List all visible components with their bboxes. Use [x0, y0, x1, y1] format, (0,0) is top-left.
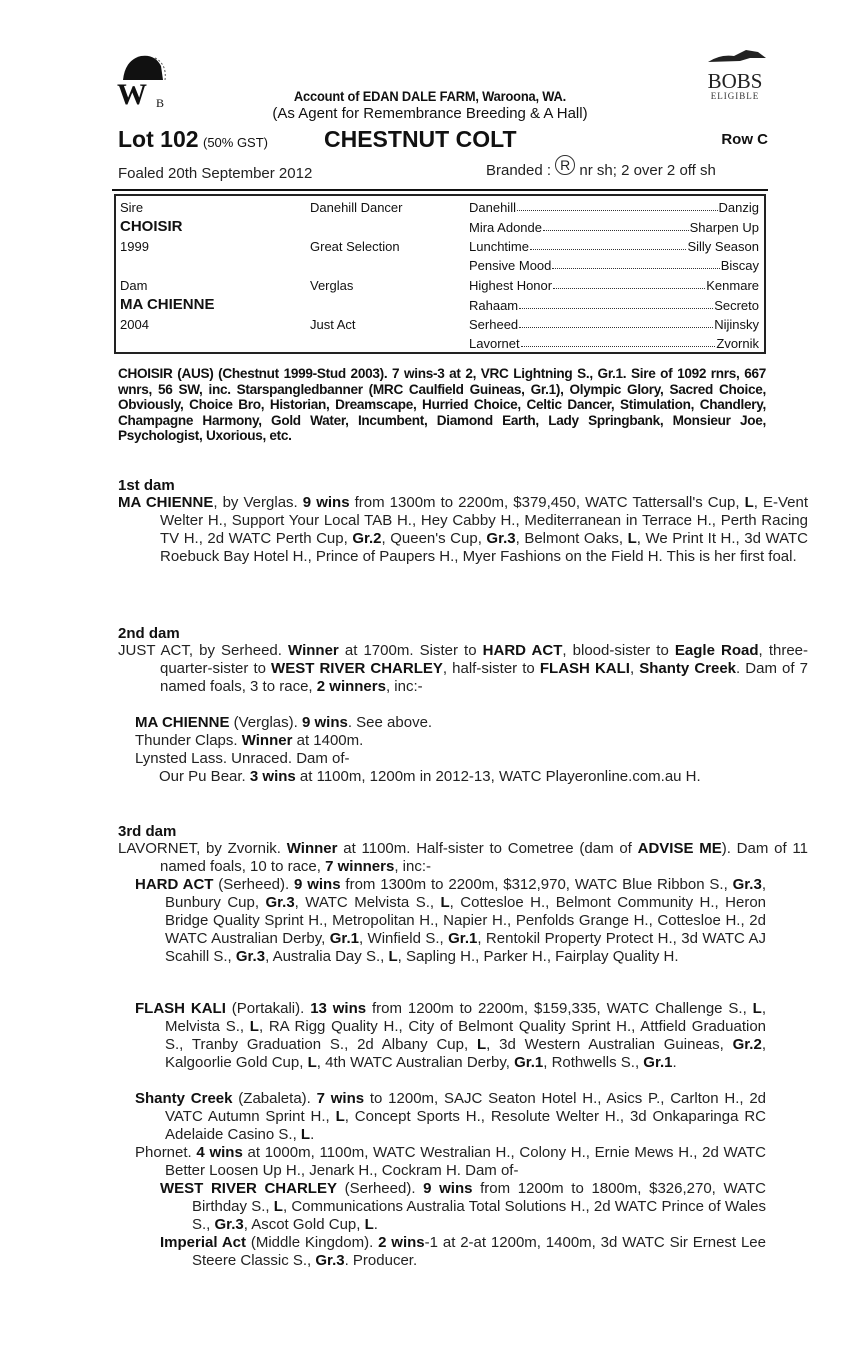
progeny-imperial-act: Imperial Act (Middle Kingdom). 2 wins-1 at 2-at 1200m, 1400m, 3d WATC Sir Ernest Lee Steere Classic S., Gr.3. Producer. — [160, 1234, 766, 1269]
foaled-date: Foaled 20th September 2012 — [118, 165, 313, 182]
great-grandsire: Silly Season — [687, 239, 759, 254]
grandparent-row — [469, 298, 759, 313]
horse-jumping-icon — [700, 46, 770, 66]
great-grandsire: Secreto — [714, 298, 759, 313]
vendor-account: Account of EDAN DALE FARM, Waroona, WA. — [293, 88, 567, 104]
grandparent: Lavornet — [469, 336, 520, 351]
progeny-shanty-creek: Shanty Creek (Zabaleta). 7 wins to 1200m, SAJC Seaton Hotel H., Asics P., Carlton H., 2d VATC Autumn Sprint H., L, Concept Sports H., Resolute Welter H., 3d Onkaparinga RC Adelaide Casino S., L. — [135, 1090, 766, 1143]
progeny-item: MA CHIENNE (Verglas). 9 wins. See above. — [135, 714, 433, 731]
bobs-logo-title: BOBS — [707, 69, 763, 93]
grandparent: Rahaam — [469, 298, 519, 313]
dam-name: MA CHIENNE — [120, 296, 215, 313]
first-dam-heading: 1st dam — [118, 477, 175, 494]
great-grandsire: Danzig — [718, 200, 759, 215]
grandparent-row — [469, 258, 759, 273]
registered-brand-icon: R — [555, 155, 575, 175]
svg-text:W: W — [117, 78, 147, 110]
lot-description: CHESTNUT COLT — [324, 126, 517, 152]
progeny-item: Thunder Claps. Winner at 1400m. — [135, 732, 364, 749]
progeny-hard-act: HARD ACT (Serheed). 9 wins from 1300m to 2200m, $312,970, WATC Blue Ribbon S., Gr.3, Bunbury Cup, Gr.3, WATC Melvista S., L, Cottesloe H., Belmont Community H., Heron Bridge Quality Sprint H., Metropolitan H., Napier H., Penfolds Grange H., Cottesloe H., 2d WATC Australian Derby, Gr.1, Winfield S., Gr.1, Rentokil Property Protect H., 3d WATC AJ Scahill S., Gr.3, Australia Day S., L, Sapling H., Parker H., Fairplay Quality H. — [135, 876, 767, 965]
grandparent: Highest Honor — [469, 278, 553, 293]
dam-sire: Verglas — [310, 278, 354, 293]
progeny-phornet: Phornet. 4 wins at 1000m, 1100m, WATC Westralian H., Colony H., Ernie Mews H., 2d WATC Better Loosen Up H., Jenark H., Cockram H. Dam of- — [135, 1144, 766, 1179]
progeny-item: Lynsted Lass. Unraced. Dam of- — [135, 750, 350, 767]
great-grandsire: Sharpen Up — [689, 220, 759, 235]
grandparent: Danehill — [469, 200, 516, 215]
dam-dam: Just Act — [310, 317, 356, 332]
grandparent-row — [469, 200, 759, 215]
grandparent-row — [469, 220, 759, 235]
progeny-flash-kali: FLASH KALI (Portakali). 13 wins from 1200m to 2200m, $159,335, WATC Challenge S., L, Melvista S., L, RA Rigg Quality H., City of Belmont Quality Sprint H., Attfield Graduation S., Tranby Graduation S., 2d Albany Cup, L, 3d Western Australian Guineas, Gr.2, Kalgoorlie Gold Cup, L, 4th WATC Australian Derby, Gr.1, Rothwells S., Gr.1. — [135, 1000, 767, 1071]
lot-line — [118, 126, 768, 156]
grandparent-row — [469, 278, 759, 293]
great-grandsire: Biscay — [720, 258, 759, 273]
svg-text:B: B — [156, 96, 165, 110]
dam-label: Dam — [120, 278, 148, 293]
sire-sire: Danehill Dancer — [310, 200, 403, 215]
first-dam-text: MA CHIENNE, by Verglas. 9 wins from 1300m to 2200m, $379,450, WATC Tattersall's Cup, L, E-Vent Welter H., Support Your Local TAB H., Hey Cabby H., Mediterranean in Terrace H., Perth Racing TV H., 2d WATC Perth Cup, Gr.2, Queen's Cup, Gr.3, Belmont Oaks, L, We Print It H., 3d WATC Roebuck Bay Hotel H., Prince of Paupers H., Myer Fashions on the Field H. This is her first foal. — [118, 494, 808, 565]
third-dam-heading: 3rd dam — [118, 823, 177, 840]
grandparent-row — [469, 239, 759, 254]
sire-name: CHOISIR — [120, 218, 183, 235]
pedigree-table — [114, 194, 766, 354]
bobs-logo-subtitle: ELIGIBLE — [710, 91, 760, 101]
vendor-agent: (As Agent for Remembrance Breeding & A Hall) — [272, 105, 588, 122]
sire-label: Sire — [120, 200, 144, 215]
brand-info — [486, 157, 716, 180]
grandparent: Mira Adonde — [469, 220, 542, 235]
sire-year: 1999 — [120, 239, 149, 254]
progeny-item: Our Pu Bear. 3 wins at 1100m, 1200m in 2012-13, WATC Playeronline.com.au H. — [159, 768, 701, 785]
great-grandsire: Nijinsky — [714, 317, 759, 332]
lot-number: Lot 102 — [118, 126, 199, 152]
grandparent: Serheed — [469, 317, 519, 332]
second-dam-heading: 2nd dam — [118, 625, 180, 642]
gst-note: (50% GST) — [202, 135, 268, 150]
header-divider — [112, 189, 768, 191]
grandparent-row — [469, 317, 759, 332]
grandparent: Pensive Mood — [469, 258, 552, 273]
great-grandsire: Kenmare — [706, 278, 759, 293]
third-dam-intro: LAVORNET, by Zvornik. Winner at 1100m. Half-sister to Cometree (dam of ADVISE ME). Dam of 11 named foals, 10 to race, 7 winners, inc:- — [118, 840, 808, 875]
great-grandsire: Zvornik — [716, 336, 759, 351]
branded-text: nr sh; 2 over 2 off sh — [579, 162, 716, 179]
dam-year: 2004 — [120, 317, 149, 332]
sire-dam: Great Selection — [310, 239, 400, 254]
grandparent: Lunchtime — [469, 239, 529, 254]
progeny-west-river-charley: WEST RIVER CHARLEY (Serheed). 9 wins from 1200m to 1800m, $326,270, WATC Birthday S., L, Communications Australia Total Solutions H., 2d WATC Prince of Wales S., Gr.3, Ascot Gold Cup, L. — [160, 1180, 766, 1233]
sire-summary: CHOISIR (AUS) (Chestnut 1999-Stud 2003). 7 wins-3 at 2, VRC Lightning S., Gr.1. Sire of 1092 rnrs, 667 wnrs, 56 SW, inc. Starspangledbanner (MRC Caulfield Guineas, Gr.1), Olympic Glory, Sacred Choice, Obviously, Choice Bro, Historian, Dreamscape, Hurried Choice, Celtic Dancer, Stimulation, Chandlery, Champagne Harmony, Gold Water, Incumbent, Diamond Earth, Lady Springbank, Monsieur Joe, Psychologist, Uxorious, etc. — [118, 366, 766, 443]
second-dam-intro: JUST ACT, by Serheed. Winner at 1700m. Sister to HARD ACT, blood-sister to Eagle Road, three-quarter-sister to WEST RIVER CHARLEY, half-sister to FLASH KALI, Shanty Creek. Dam of 7 named foals, 3 to race, 2 winners, inc:- — [118, 642, 809, 695]
row-label: Row C — [721, 131, 768, 148]
grandparent-row — [469, 336, 759, 351]
branded-label: Branded : — [486, 162, 552, 179]
